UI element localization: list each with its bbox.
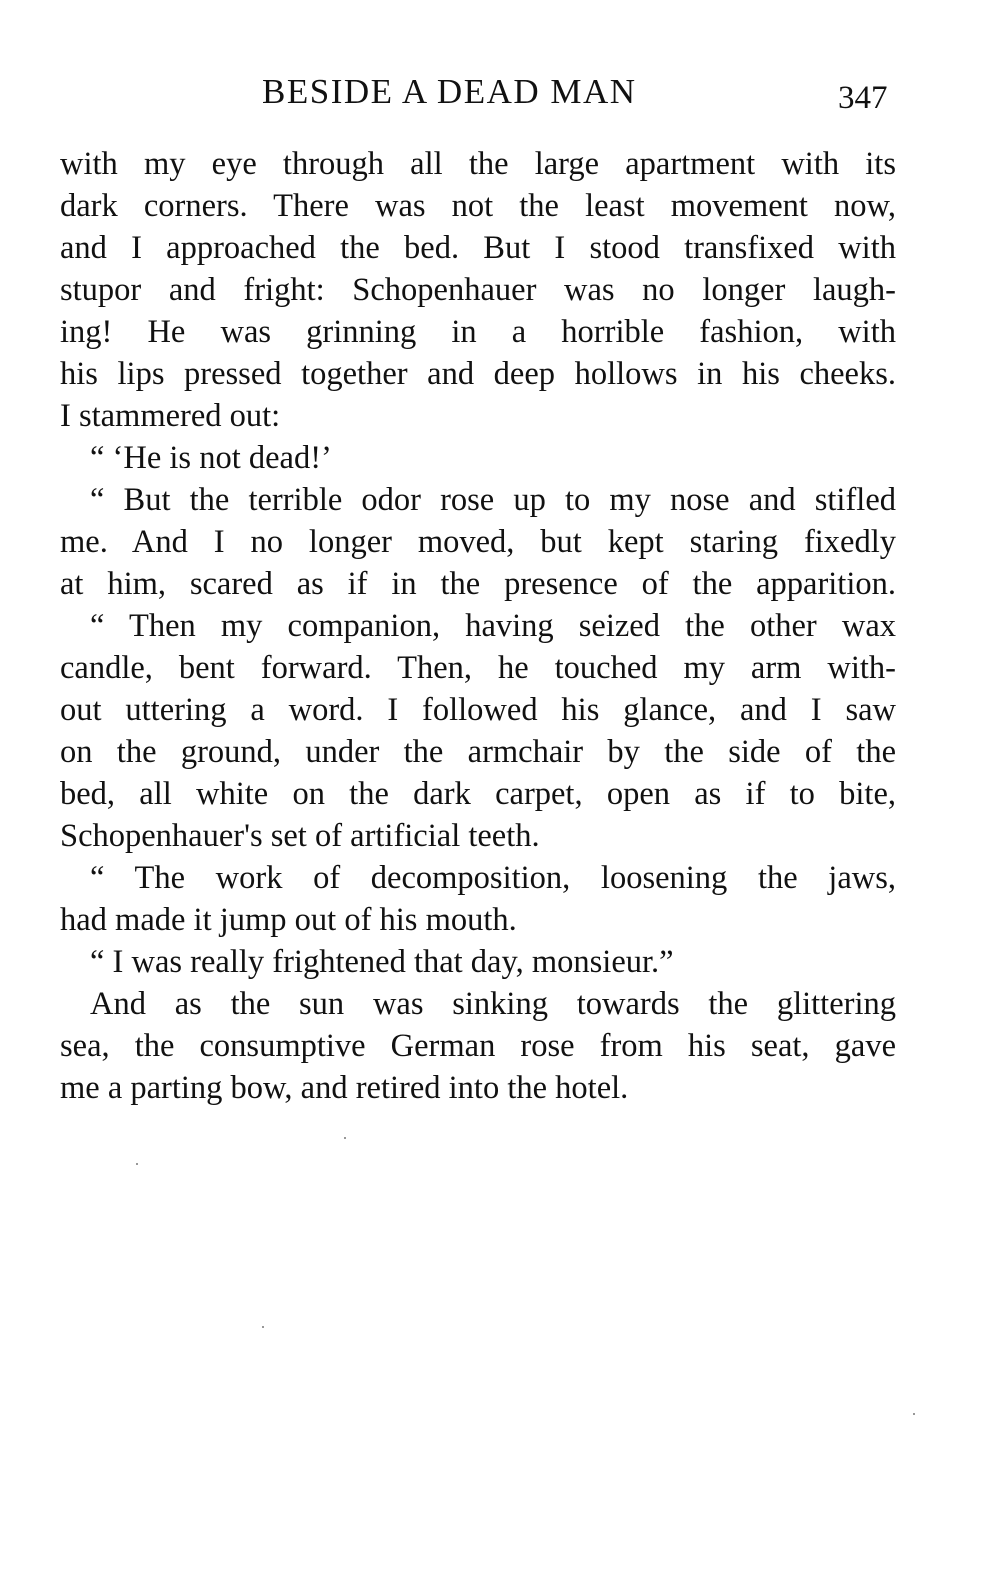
text-line: “ Then my companion, having seized the other wax — [90, 608, 896, 644]
text-line: ing! He was grinning in a horrible fashion, with — [60, 314, 896, 350]
text-line: with my eye through all the large apartment with its — [60, 146, 896, 182]
text-line: bed, all white on the dark carpet, open as if to bite, — [60, 776, 896, 812]
text-line: had made it jump out of his mouth. — [60, 902, 517, 938]
text-line: on the ground, under the armchair by the side of the — [60, 734, 896, 770]
paper-speck — [136, 1163, 138, 1165]
text-line: at him, scared as if in the presence of the apparition. — [60, 566, 896, 602]
text-line: and I approached the bed. But I stood transfixed with — [60, 230, 896, 266]
paper-speck — [262, 1326, 264, 1328]
paper-speck — [913, 1413, 915, 1415]
text-line: “ ‘He is not dead!’ — [90, 440, 332, 476]
text-line: “ I was really frightened that day, monsieur.” — [90, 944, 674, 980]
text-line: “ But the terrible odor rose up to my nose and stifled — [90, 482, 896, 518]
text-line: sea, the consumptive German rose from his seat, gave — [60, 1028, 896, 1064]
running-title: BESIDE A DEAD MAN — [262, 72, 637, 111]
text-line: his lips pressed together and deep hollows in his cheeks. — [60, 356, 896, 392]
paper-speck — [344, 1137, 346, 1139]
text-line: out uttering a word. I followed his glance, and I saw — [60, 692, 896, 728]
text-line: me a parting bow, and retired into the hotel. — [60, 1070, 629, 1106]
text-line: I stammered out: — [60, 398, 281, 434]
text-line: stupor and fright: Schopenhauer was no longer laugh- — [60, 272, 896, 308]
text-line: And as the sun was sinking towards the glittering — [90, 986, 896, 1022]
text-line: dark corners. There was not the least movement now, — [60, 188, 896, 224]
text-line: Schopenhauer's set of artificial teeth. — [60, 818, 540, 854]
body-text — [60, 143, 896, 1109]
text-line: candle, bent forward. Then, he touched my arm with- — [60, 650, 896, 686]
text-line: “ The work of decomposition, loosening the jaws, — [90, 860, 896, 896]
page-number: 347 — [838, 80, 888, 116]
text-line: me. And I no longer moved, but kept staring fixedly — [60, 524, 896, 560]
running-head — [0, 72, 1000, 116]
